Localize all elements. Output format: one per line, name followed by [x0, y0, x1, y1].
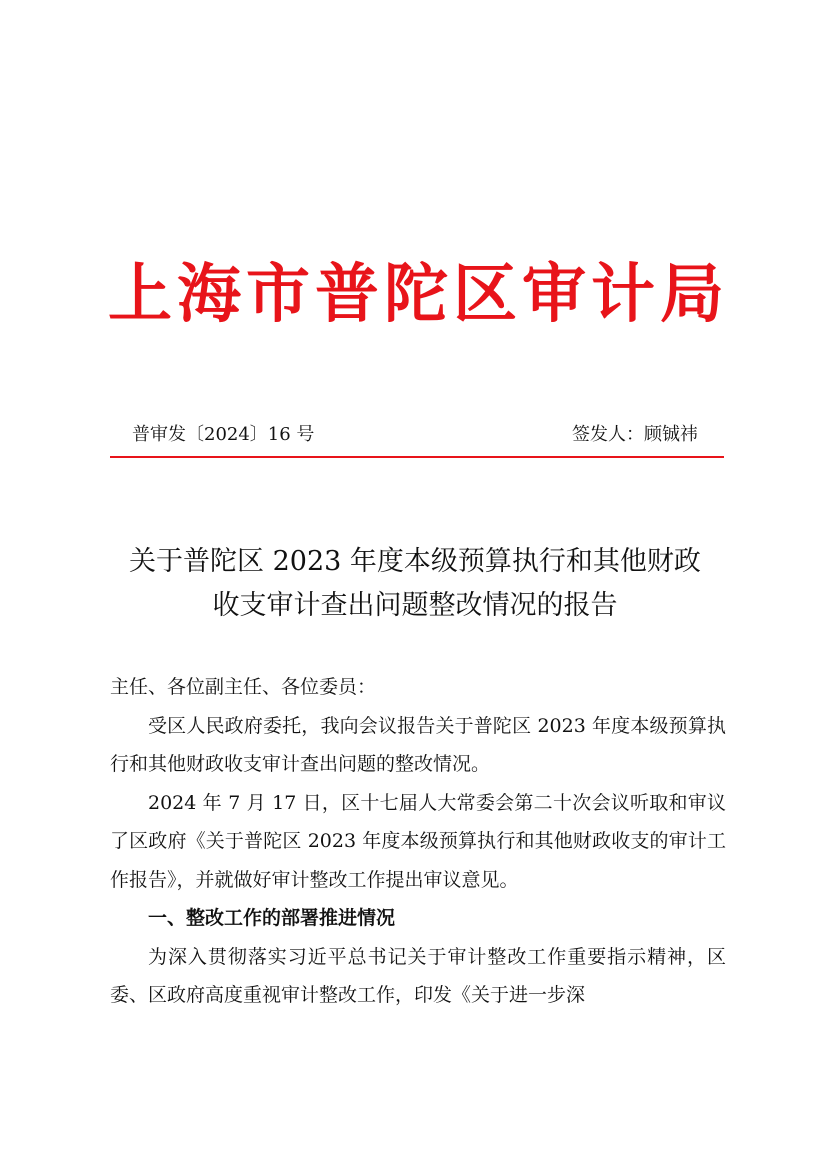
- report-body: [110, 668, 726, 1015]
- report-title: [100, 540, 730, 628]
- report-title-line-1: 关于普陀区 2023 年度本级预算执行和其他财政: [129, 546, 701, 577]
- section-heading-1: 一、整改工作的部署推进情况: [148, 907, 396, 929]
- agency-title: 上海市普陀区审计局: [108, 257, 729, 332]
- paragraph-1: 受区人民政府委托，我向会议报告关于普陀区 2023 年度本级预算执行和其他财政收支审计查出问题的整改情况。: [110, 714, 726, 775]
- paragraph-2: 2024 年 7 月 17 日，区十七届人大常委会第二十次会议听取和审议了区政府《关于普陀区 2023 年度本级预算执行和其他财政收支的审计工作报告》，并就做好审计整改工作提出审议意见。: [110, 791, 726, 891]
- salutation: 主任、各位副主任、各位委员：: [110, 676, 377, 698]
- red-divider-line: [110, 456, 724, 458]
- document-number: 普审发〔2024〕16 号: [132, 424, 315, 445]
- paragraph-3: 为深入贯彻落实习近平总书记关于审计整改工作重要指示精神，区委、区政府高度重视审计整改工作，印发《关于进一步深: [110, 945, 726, 1006]
- report-title-line-2: 收支审计查出问题整改情况的报告: [212, 590, 618, 621]
- signer: 签发人：顾铖祎: [572, 424, 698, 445]
- document-meta-row: [110, 420, 724, 450]
